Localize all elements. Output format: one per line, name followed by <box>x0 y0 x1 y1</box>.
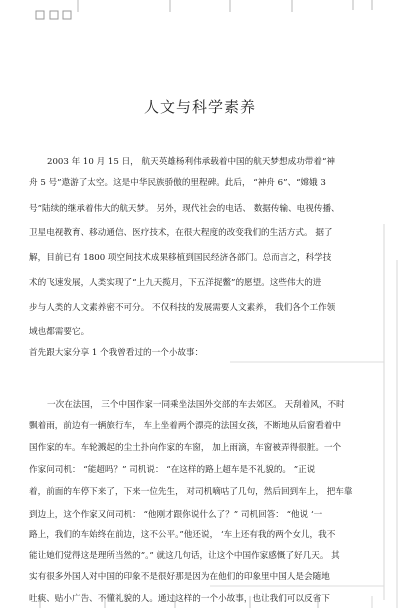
paragraph-line: 一次在法国， 三个中国作家一同乘坐法国外交部的车去郊区。 天刮着风，不时 <box>47 400 345 410</box>
paragraph-line: 着，前面的车停下来了，下来一位先生， 对司机嘀咕了几句，然后回到车上， 把车靠 <box>29 487 353 497</box>
paragraph-line: 术的飞速发展，人类实现了“上九天揽月，下五洋捉鳖”的愿望。这些伟大的进 <box>29 278 322 288</box>
paragraph-line: 2003 年 10 月 15 日， 航天英雄杨利伟承载着中国的航天梦想成功带着“神 <box>47 157 335 167</box>
paragraph-line: 域也都需要它。 <box>29 327 90 337</box>
paragraph-line: 飘着雨，前边有一辆旅行车， 车上坐着两个漂亮的法国女孩，不断地从后窗看着中 <box>29 421 342 431</box>
paragraph-line: 舟 5 号”遨游了太空。这是中华民族骄傲的里程碑。此后， “神舟 6”、“嫦娥 3 <box>29 178 326 188</box>
paragraph-line: 国作家的车。车轮溅起的尘土扑向作家的车窗， 加上雨滴，车窗被弄得很脏。一个 <box>29 443 342 453</box>
paragraph-line: 解，目前已有 1800 项空间技术成果移植到国民经济各部门。总而言之，科学技 <box>29 253 332 263</box>
paragraph-line: 吐痰、贴小广告、不懂礼貌的人。通过这样的一个小故事，也让我们可以反省下 <box>29 594 330 604</box>
paragraph-line: 首先跟大家分享 1 个我曾看过的一个小故事： <box>29 348 204 358</box>
paragraph-line: 卫星电视教育、移动通信、医疗技术，在很大程度的改变我们的生活方式。 据了 <box>29 228 333 238</box>
paragraph-line: 作家问司机： “能超吗？” 司机说： “在这样的路上超车是不礼貌的。 ”正说 <box>29 465 316 475</box>
paragraph-line: 号”陆续的继承着伟大的航天梦。 另外，现代社会的电话、 数据传输、电视传播、 <box>29 204 340 214</box>
paragraph-line: 实有很多外国人对中国的印象不是很好那是因为在他们的印象里中国人是会随地 <box>29 572 330 582</box>
paragraph-line: 能让她们觉得这是理所当然的”。” 就这几句话，让这个中国作家感慨了好几天。 其 <box>29 551 340 561</box>
paragraph-line: 路上，我们的车始终在前边，这不公平。”他还说， ‘车上还有我的两个女儿，我不 <box>29 530 336 540</box>
paragraph-line: 步与人类的人文素养密不可分。 不仅科技的发展需要人文素养， 我们各个工作领 <box>29 303 336 313</box>
paragraph-line: 到边上，这个作家又问司机： “他刚才跟你说什么了？” 司机回答： “他说 ‘一 <box>29 510 323 520</box>
document-title: 人文与科学素养 <box>143 98 256 116</box>
